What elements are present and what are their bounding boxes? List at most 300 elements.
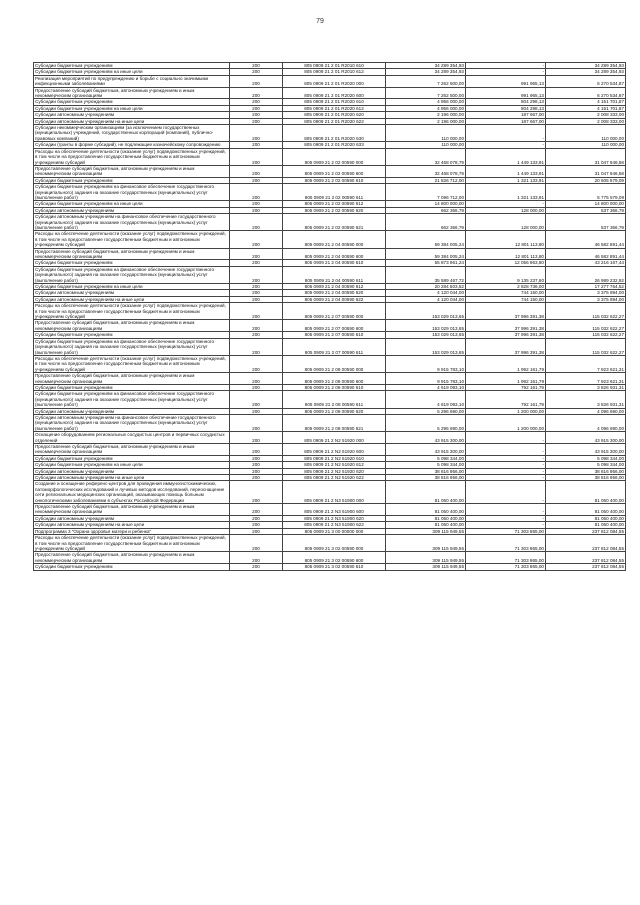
row-kbk-cell: 805 0909 21 2 N2 51920 000 <box>283 432 386 444</box>
row-kbk-cell: 805 0909 21 2 01 R2010 612 <box>283 69 386 75</box>
row-kbk-cell: 805 0909 21 2 02 00590 610 <box>283 177 386 183</box>
row-value-3-cell: 38 816 956,00 <box>546 475 626 481</box>
row-value-2-cell: - <box>466 125 546 142</box>
row-name-cell: Субсидии автономным учреждениям <box>34 290 230 296</box>
row-value-3-cell: 5 775 579,09 <box>546 184 626 201</box>
row-code-cell: 200 <box>230 112 283 118</box>
row-value-1-cell: 81 050 400,00 <box>386 515 466 521</box>
row-value-1-cell: 59 384 005,24 <box>386 248 466 260</box>
row-value-1-cell: 153 029 013,65 <box>386 303 466 320</box>
row-code-cell: 200 <box>230 231 283 248</box>
row-value-1-cell: 309 115 949,55 <box>386 535 466 552</box>
row-value-2-cell: - <box>466 201 546 207</box>
row-value-3-cell: 43 915 300,00 <box>546 432 626 444</box>
row-value-1-cell: 43 915 300,00 <box>386 444 466 456</box>
row-value-1-cell: 309 115 949,55 <box>386 552 466 564</box>
row-value-2-cell: 37 996 391,38 <box>466 303 546 320</box>
row-value-3-cell: 4 151 701,87 <box>546 105 626 111</box>
row-value-1-cell: 309 115 949,55 <box>386 528 466 534</box>
row-value-2-cell: 1 992 161,79 <box>466 373 546 385</box>
row-name-cell: Предоставление субсидий бюджетным, автономным учреждениям и иным некоммерческим организациям <box>34 320 230 332</box>
row-kbk-cell: 805 0909 21 3 02 00590 610 <box>283 564 386 570</box>
row-value-3-cell: 26 989 232,92 <box>546 266 626 283</box>
row-code-cell: 200 <box>230 266 283 283</box>
row-value-1-cell: 7 096 712,00 <box>386 184 466 201</box>
row-name-cell: Предоставление субсидий бюджетным, автономным учреждениям и иным некоммерческим организациям <box>34 444 230 456</box>
row-value-2-cell: 991 965,13 <box>466 87 546 99</box>
row-value-3-cell: 3 375 894,00 <box>546 290 626 296</box>
row-name-cell: Субсидии бюджетным учреждениям на иные цели <box>34 201 230 207</box>
row-kbk-cell: 805 0909 21 2 04 00590 622 <box>283 296 386 302</box>
row-value-1-cell: 153 029 013,65 <box>386 338 466 355</box>
row-kbk-cell: 805 0909 21 2 02 00590 611 <box>283 184 386 201</box>
row-value-2-cell: 37 996 391,38 <box>466 332 546 338</box>
row-code-cell: 200 <box>230 99 283 105</box>
row-value-3-cell: 6 270 534,87 <box>546 87 626 99</box>
row-code-cell: 200 <box>230 552 283 564</box>
row-kbk-cell: 805 0909 21 2 08 00590 611 <box>283 391 386 408</box>
row-value-2-cell: 792 161,79 <box>466 384 546 390</box>
row-kbk-cell: 805 0909 21 2 04 00590 612 <box>283 284 386 290</box>
row-kbk-cell: 805 0909 21 2 02 00590 000 <box>283 148 386 165</box>
row-value-3-cell: 237 812 084,55 <box>546 535 626 552</box>
row-code-cell: 200 <box>230 184 283 201</box>
table-row <box>34 125 626 142</box>
row-code-cell: 200 <box>230 355 283 372</box>
row-value-2-cell: 187 667,00 <box>466 112 546 118</box>
row-name-cell: Расходы на обеспечение деятельности (оказание услуг) подведомственных учреждений, в том числе на предоставление государственным бюджетным и автономным учреждениям субсидий <box>34 303 230 320</box>
row-value-1-cell: 5 098 344,00 <box>386 462 466 468</box>
row-value-1-cell: 4 619 093,10 <box>386 391 466 408</box>
row-code-cell: 200 <box>230 296 283 302</box>
row-name-cell: Субсидии автономным учреждениям на финансовое обеспечение государственного (муниципального) задания на оказание государственных (муниципальных) услуг (выполнение работ) <box>34 214 230 231</box>
row-code-cell: 200 <box>230 118 283 124</box>
row-kbk-cell: 805 0909 21 2 N2 51920 620 <box>283 468 386 474</box>
row-kbk-cell: 805 0909 21 2 01 R2010 610 <box>283 63 386 69</box>
row-code-cell: 200 <box>230 332 283 338</box>
row-code-cell: 200 <box>230 444 283 456</box>
row-code-cell: 200 <box>230 260 283 266</box>
table-row <box>34 266 626 283</box>
row-value-1-cell: 4 956 000,00 <box>386 99 466 105</box>
row-kbk-cell: 805 0909 21 2 N2 51920 610 <box>283 455 386 461</box>
table-row <box>34 432 626 444</box>
row-name-cell: Предоставление субсидий бюджетным, автономным учреждениям и иным некоммерческим организациям <box>34 552 230 564</box>
row-kbk-cell: 805 0909 21 2 04 00590 610 <box>283 260 386 266</box>
row-value-2-cell: - <box>466 63 546 69</box>
row-value-1-cell: 4 120 044,00 <box>386 296 466 302</box>
row-code-cell: 200 <box>230 475 283 481</box>
table-row <box>34 391 626 408</box>
table-row <box>34 355 626 372</box>
row-kbk-cell: 805 0909 21 2 N2 51920 612 <box>283 462 386 468</box>
table-row <box>34 184 626 201</box>
row-value-3-cell: 537 366,79 <box>546 207 626 213</box>
row-kbk-cell: 805 0909 21 2 01 R2020 622 <box>283 118 386 124</box>
row-value-2-cell: - <box>466 504 546 516</box>
row-value-2-cell: 1 321 133,91 <box>466 184 546 201</box>
row-code-cell: 200 <box>230 248 283 260</box>
row-name-cell: Субсидии бюджетным учреждениям на финансовое обеспечение государственного (муниципального) задания на оказание государственных (муниципальных) услуг (выполнение работ) <box>34 184 230 201</box>
row-name-cell: Субсидии автономным учреждениям на иные цели <box>34 296 230 302</box>
row-value-3-cell: 81 050 400,00 <box>546 481 626 504</box>
row-value-2-cell: 71 303 865,00 <box>466 535 546 552</box>
row-code-cell: 200 <box>230 75 283 87</box>
row-value-1-cell: 81 050 400,00 <box>386 481 466 504</box>
row-name-cell: Субсидии бюджетным учреждениям на иные цели <box>34 69 230 75</box>
row-value-3-cell: 110 000,00 <box>546 125 626 142</box>
row-kbk-cell: 805 0909 21 2 04 00590 000 <box>283 231 386 248</box>
row-kbk-cell: 805 0909 21 2 02 00590 600 <box>283 165 386 177</box>
row-value-1-cell: 55 873 961,24 <box>386 260 466 266</box>
row-value-1-cell: 662 366,79 <box>386 207 466 213</box>
row-code-cell: 200 <box>230 320 283 332</box>
table-row <box>34 303 626 320</box>
row-kbk-cell: 805 0909 21 2 01 R2020 610 <box>283 99 386 105</box>
row-kbk-cell: 805 0909 21 2 08 00590 000 <box>283 355 386 372</box>
row-code-cell: 200 <box>230 207 283 213</box>
row-kbk-cell: 805 0909 21 2 04 00590 611 <box>283 266 386 283</box>
row-code-cell: 200 <box>230 87 283 99</box>
row-name-cell: Субсидии бюджетным учреждениям на иные цели <box>34 284 230 290</box>
row-value-2-cell: 12 801 113,80 <box>466 231 546 248</box>
row-value-2-cell: - <box>466 444 546 456</box>
row-value-1-cell: 81 050 400,00 <box>386 504 466 516</box>
row-name-cell: Субсидии автономным учреждениям на иные цели <box>34 475 230 481</box>
table-row <box>34 504 626 516</box>
row-name-cell: Субсидии некоммерческим организациям (за исключением государственных (муниципальных) учреждений, государственных корпораций (компаний), публично-правовых компаний) <box>34 125 230 142</box>
row-value-1-cell: 21 826 712,00 <box>386 177 466 183</box>
row-value-2-cell: 12 801 113,80 <box>466 248 546 260</box>
row-value-1-cell: 14 800 000,00 <box>386 201 466 207</box>
table-row <box>34 535 626 552</box>
row-value-1-cell: 9 915 783,10 <box>386 355 466 372</box>
row-value-2-cell: 1 449 133,91 <box>466 165 546 177</box>
row-name-cell: Оснащение оборудованием региональных сосудистых центров и первичных сосудистых отделений <box>34 432 230 444</box>
row-value-3-cell: 5 098 344,00 <box>546 462 626 468</box>
row-name-cell: Субсидии бюджетным учреждениям на иные цели <box>34 462 230 468</box>
table-row <box>34 444 626 456</box>
row-code-cell: 200 <box>230 535 283 552</box>
row-value-3-cell: 14 800 000,00 <box>546 201 626 207</box>
row-value-3-cell: 2 008 333,00 <box>546 112 626 118</box>
row-value-3-cell: 34 289 354,93 <box>546 63 626 69</box>
row-code-cell: 200 <box>230 125 283 142</box>
row-value-1-cell: 110 000,00 <box>386 125 466 142</box>
row-value-2-cell: - <box>466 522 546 528</box>
row-code-cell: 200 <box>230 504 283 516</box>
row-value-1-cell: 7 262 500,00 <box>386 75 466 87</box>
row-value-2-cell: 1 200 000,00 <box>466 408 546 414</box>
row-name-cell: Субсидии бюджетным учреждениям <box>34 564 230 570</box>
row-name-cell: Субсидии бюджетным учреждениям <box>34 332 230 338</box>
row-value-1-cell: 38 816 956,00 <box>386 475 466 481</box>
row-value-2-cell: 71 303 865,00 <box>466 564 546 570</box>
row-value-1-cell: 5 296 690,00 <box>386 414 466 431</box>
row-code-cell: 200 <box>230 105 283 111</box>
row-kbk-cell: 805 0909 21 2 08 00590 621 <box>283 414 386 431</box>
row-kbk-cell: 805 0909 21 2 02 00590 621 <box>283 214 386 231</box>
budget-table <box>33 62 626 571</box>
row-kbk-cell: 805 0909 21 2 07 00590 610 <box>283 332 386 338</box>
row-kbk-cell: 805 0909 21 3 02 00590 000 <box>283 535 386 552</box>
row-value-2-cell: 1 449 133,91 <box>466 148 546 165</box>
row-value-2-cell: - <box>466 69 546 75</box>
row-code-cell: 200 <box>230 564 283 570</box>
row-value-3-cell: 81 050 400,00 <box>546 504 626 516</box>
row-name-cell: Субсидии автономным учреждениям <box>34 207 230 213</box>
row-value-3-cell: 237 812 084,55 <box>546 552 626 564</box>
row-value-1-cell: 32 468 078,79 <box>386 165 466 177</box>
row-value-3-cell: 31 047 946,58 <box>546 148 626 165</box>
row-value-2-cell: - <box>466 462 546 468</box>
row-name-cell: Расходы на обеспечение деятельности (оказание услуг) подведомственных учреждений, в том числе на предоставление государственным бюджетным и автономным учреждениям субсидий <box>34 231 230 248</box>
row-kbk-cell: 805 0909 21 2 02 00590 620 <box>283 207 386 213</box>
row-name-cell: Субсидии бюджетным учреждениям <box>34 384 230 390</box>
row-name-cell: Субсидии автономным учреждениям на финансовое обеспечение государственного (муниципального) задания на оказание государственных (муниципальных) услуг (выполнение работ) <box>34 414 230 431</box>
table-row <box>34 165 626 177</box>
row-name-cell: Субсидии автономным учреждениям на иные цели <box>34 118 230 124</box>
row-value-1-cell: 2 196 000,00 <box>386 118 466 124</box>
table-row <box>34 481 626 504</box>
row-value-3-cell: 3 826 931,31 <box>546 391 626 408</box>
row-code-cell: 200 <box>230 391 283 408</box>
row-code-cell: 200 <box>230 290 283 296</box>
table-row <box>34 552 626 564</box>
row-kbk-cell: 805 0909 21 2 N2 51920 600 <box>283 444 386 456</box>
row-value-3-cell: 5 098 344,00 <box>546 455 626 461</box>
row-value-1-cell: 59 384 005,24 <box>386 231 466 248</box>
row-kbk-cell: 805 0909 21 2 07 00590 000 <box>283 303 386 320</box>
table-row <box>34 105 626 111</box>
row-name-cell: Субсидии бюджетным учреждениям на иные цели <box>34 105 230 111</box>
row-name-cell: Предоставление субсидий бюджетным, автономным учреждениям и иным некоммерческим организациям <box>34 248 230 260</box>
row-value-2-cell: 2 828 736,00 <box>466 284 546 290</box>
row-code-cell: 200 <box>230 69 283 75</box>
row-code-cell: 200 <box>230 303 283 320</box>
row-value-2-cell: - <box>466 475 546 481</box>
row-code-cell: 200 <box>230 142 283 148</box>
row-code-cell: 200 <box>230 384 283 390</box>
table-row <box>34 75 626 87</box>
table-row <box>34 528 626 534</box>
row-value-3-cell: 237 812 084,55 <box>546 564 626 570</box>
row-value-2-cell: 744 150,00 <box>466 290 546 296</box>
budget-table-body <box>34 63 626 571</box>
row-kbk-cell: 805 0909 21 2 04 00590 600 <box>283 248 386 260</box>
row-value-2-cell: 187 667,00 <box>466 118 546 124</box>
row-name-cell: Предоставление субсидий бюджетным, автономным учреждениям и иным некоммерческим организациям <box>34 504 230 516</box>
row-value-3-cell: 81 050 400,00 <box>546 522 626 528</box>
row-value-2-cell: 9 135 237,60 <box>466 266 546 283</box>
table-row <box>34 118 626 124</box>
row-value-3-cell: 2 008 333,00 <box>546 118 626 124</box>
row-value-1-cell: 35 589 467,72 <box>386 266 466 283</box>
row-value-3-cell: 43 915 300,00 <box>546 444 626 456</box>
row-value-3-cell: 110 000,00 <box>546 142 626 148</box>
row-kbk-cell: 805 0909 21 2 01 R2020 600 <box>283 87 386 99</box>
row-code-cell: 200 <box>230 528 283 534</box>
row-name-cell: Расходы на обеспечение деятельности (оказание услуг) подведомственных учреждений, в том числе на предоставление государственным бюджетным и автономным учреждениям субсидий <box>34 535 230 552</box>
row-kbk-cell: 805 0909 21 2 N3 51900 622 <box>283 522 386 528</box>
row-value-2-cell: - <box>466 515 546 521</box>
row-name-cell: Субсидии бюджетным учреждениям на финансовое обеспечение государственного (муниципального) задания на оказание государственных (муниципальных) услуг (выполнение работ) <box>34 338 230 355</box>
row-value-1-cell: 20 284 503,52 <box>386 284 466 290</box>
row-value-3-cell: 34 289 354,93 <box>546 69 626 75</box>
row-value-2-cell: 804 298,13 <box>466 105 546 111</box>
row-value-1-cell: 81 050 400,00 <box>386 522 466 528</box>
table-row <box>34 214 626 231</box>
row-name-cell: Субсидии автономным учреждениям <box>34 112 230 118</box>
row-value-2-cell: 37 996 391,38 <box>466 320 546 332</box>
row-kbk-cell: 805 0909 21 3 00 00000 000 <box>283 528 386 534</box>
row-name-cell: Субсидии бюджетным учреждениям <box>34 455 230 461</box>
row-value-3-cell: 537 366,79 <box>546 214 626 231</box>
row-value-1-cell: 4 619 093,10 <box>386 384 466 390</box>
row-value-3-cell: 81 050 400,00 <box>546 515 626 521</box>
row-code-cell: 200 <box>230 177 283 183</box>
row-kbk-cell: 805 0909 21 2 07 00590 611 <box>283 338 386 355</box>
row-value-1-cell: 7 262 500,00 <box>386 87 466 99</box>
row-value-3-cell: 38 816 956,00 <box>546 468 626 474</box>
row-value-3-cell: 115 032 622,27 <box>546 332 626 338</box>
row-value-1-cell: 34 289 354,93 <box>386 63 466 69</box>
row-code-cell: 200 <box>230 462 283 468</box>
page-number: 79 <box>316 18 324 25</box>
row-kbk-cell: 805 0909 21 2 N3 51900 600 <box>283 504 386 516</box>
table-row <box>34 148 626 165</box>
row-name-cell: Субсидии автономным учреждениям <box>34 515 230 521</box>
row-value-2-cell: - <box>466 455 546 461</box>
row-value-3-cell: 17 277 764,52 <box>546 284 626 290</box>
row-value-1-cell: 38 816 956,00 <box>386 468 466 474</box>
row-value-3-cell: 6 270 534,87 <box>546 75 626 87</box>
row-name-cell: Субсидии (гранты в форме субсидий), не подлежащие казначейскому сопровождению <box>34 142 230 148</box>
row-name-cell: Предоставление субсидий бюджетным, автономным учреждениям и иным некоммерческим организациям <box>34 373 230 385</box>
row-value-3-cell: 4 096 690,00 <box>546 414 626 431</box>
row-name-cell: Расходы на обеспечение деятельности (оказание услуг) подведомственных учреждений, в том числе на предоставление государственным бюджетным и автономным учреждениям субсидий <box>34 355 230 372</box>
row-code-cell: 200 <box>230 214 283 231</box>
row-code-cell: 200 <box>230 408 283 414</box>
row-kbk-cell: 805 0909 21 2 01 R2020 612 <box>283 105 386 111</box>
row-value-2-cell: 128 000,00 <box>466 214 546 231</box>
row-value-1-cell: 9 915 783,10 <box>386 373 466 385</box>
row-name-cell: Субсидии бюджетным учреждениям <box>34 177 230 183</box>
row-code-cell: 200 <box>230 284 283 290</box>
row-value-2-cell: - <box>466 468 546 474</box>
row-kbk-cell: 805 0909 21 2 01 R2020 000 <box>283 75 386 87</box>
row-value-1-cell: 309 115 949,55 <box>386 564 466 570</box>
row-value-3-cell: 3 375 894,00 <box>546 296 626 302</box>
row-value-3-cell: 237 812 084,55 <box>546 528 626 534</box>
row-value-3-cell: 46 582 891,44 <box>546 231 626 248</box>
row-kbk-cell: 805 0909 21 2 N3 51900 000 <box>283 481 386 504</box>
row-code-cell: 200 <box>230 373 283 385</box>
row-value-1-cell: 32 468 078,79 <box>386 148 466 165</box>
row-name-cell: Субсидии бюджетным учреждениям <box>34 260 230 266</box>
row-value-3-cell: 4 151 701,87 <box>546 99 626 105</box>
table-row <box>34 248 626 260</box>
row-kbk-cell: 805 0909 21 2 07 00590 600 <box>283 320 386 332</box>
row-name-cell: Субсидии автономным учреждениям на иные цели <box>34 522 230 528</box>
row-value-3-cell: 4 096 690,00 <box>546 408 626 414</box>
row-code-cell: 200 <box>230 481 283 504</box>
row-code-cell: 200 <box>230 414 283 431</box>
table-row <box>34 338 626 355</box>
row-value-3-cell: 7 923 621,31 <box>546 373 626 385</box>
row-name-cell: Субсидии бюджетным учреждениям <box>34 63 230 69</box>
row-name-cell: Субсидии бюджетным учреждениям на финансовое обеспечение государственного (муниципального) задания на оказание государственных (муниципальных) услуг (выполнение работ) <box>34 391 230 408</box>
row-value-1-cell: 4 120 044,00 <box>386 290 466 296</box>
row-value-3-cell: 31 047 946,58 <box>546 165 626 177</box>
row-value-2-cell: 792 161,79 <box>466 391 546 408</box>
row-name-cell: Расходы на обеспечение деятельности (оказание услуг) подведомственных учреждений, в том числе на предоставление государственным бюджетным и автономным учреждениям субсидий <box>34 148 230 165</box>
row-value-3-cell: 115 032 622,27 <box>546 303 626 320</box>
row-value-3-cell: 7 923 621,31 <box>546 355 626 372</box>
row-value-2-cell: 71 303 865,00 <box>466 528 546 534</box>
row-value-2-cell: - <box>466 432 546 444</box>
row-kbk-cell: 805 0909 21 2 N2 51920 622 <box>283 475 386 481</box>
row-value-2-cell: - <box>466 142 546 148</box>
row-value-3-cell: 43 216 167,44 <box>546 260 626 266</box>
row-value-2-cell: 128 000,00 <box>466 207 546 213</box>
row-value-2-cell: 12 056 963,80 <box>466 260 546 266</box>
row-kbk-cell: 805 0909 21 2 08 00590 600 <box>283 373 386 385</box>
row-code-cell: 200 <box>230 522 283 528</box>
row-value-1-cell: 5 098 344,00 <box>386 455 466 461</box>
row-value-2-cell: 37 996 391,38 <box>466 338 546 355</box>
row-value-1-cell: 4 956 000,00 <box>386 105 466 111</box>
row-code-cell: 200 <box>230 63 283 69</box>
row-value-3-cell: 46 582 891,44 <box>546 248 626 260</box>
row-name-cell: Субсидии автономным учреждениям <box>34 468 230 474</box>
row-name-cell: Создание и оснащение референс-центров для проведения иммуногистохимических, патоморфологических исследований и лучевых методов исследований, переоснащение сети региональных медицинских организаций, оказывающих помощь больным онкологическими заболеваниями в субъектах Российской Федерации <box>34 481 230 504</box>
row-value-1-cell: 153 029 013,65 <box>386 332 466 338</box>
row-value-2-cell: - <box>466 481 546 504</box>
row-kbk-cell: 805 0909 21 2 08 00590 610 <box>283 384 386 390</box>
row-value-3-cell: 115 032 622,27 <box>546 320 626 332</box>
table-row <box>34 296 626 302</box>
row-value-1-cell: 153 029 013,65 <box>386 320 466 332</box>
row-code-cell: 200 <box>230 201 283 207</box>
row-value-3-cell: 3 826 931,31 <box>546 384 626 390</box>
table-row <box>34 87 626 99</box>
row-value-2-cell: 1 992 161,79 <box>466 355 546 372</box>
row-code-cell: 200 <box>230 455 283 461</box>
row-name-cell: Подпрограмма 3 "Охрана здоровья матери и ребенка" <box>34 528 230 534</box>
row-value-1-cell: 5 296 690,00 <box>386 408 466 414</box>
row-kbk-cell: 805 0909 21 2 N3 51900 620 <box>283 515 386 521</box>
table-row <box>34 414 626 431</box>
row-name-cell: Субсидии бюджетным учреждениям <box>34 99 230 105</box>
row-kbk-cell: 805 0909 21 2 02 00590 612 <box>283 201 386 207</box>
row-kbk-cell: 805 0909 21 2 01 R2020 620 <box>283 112 386 118</box>
row-name-cell: Реализация мероприятий по предупреждению и борьбе с социально значимыми инфекционными заболеваниями <box>34 75 230 87</box>
row-value-1-cell: 110 000,00 <box>386 142 466 148</box>
row-value-2-cell: 991 965,13 <box>466 75 546 87</box>
row-code-cell: 200 <box>230 515 283 521</box>
row-name-cell: Предоставление субсидий бюджетным, автономным учреждениям и иным некоммерческим организациям <box>34 165 230 177</box>
row-kbk-cell: 805 0909 21 2 04 00590 620 <box>283 290 386 296</box>
row-value-2-cell: 804 298,13 <box>466 99 546 105</box>
row-value-1-cell: 662 366,79 <box>386 214 466 231</box>
row-kbk-cell: 805 0909 21 2 01 R2020 630 <box>283 125 386 142</box>
row-name-cell: Субсидии автономным учреждениям <box>34 408 230 414</box>
table-row <box>34 320 626 332</box>
row-kbk-cell: 805 0909 21 2 08 00590 620 <box>283 408 386 414</box>
row-value-2-cell: 744 150,00 <box>466 296 546 302</box>
row-code-cell: 200 <box>230 148 283 165</box>
